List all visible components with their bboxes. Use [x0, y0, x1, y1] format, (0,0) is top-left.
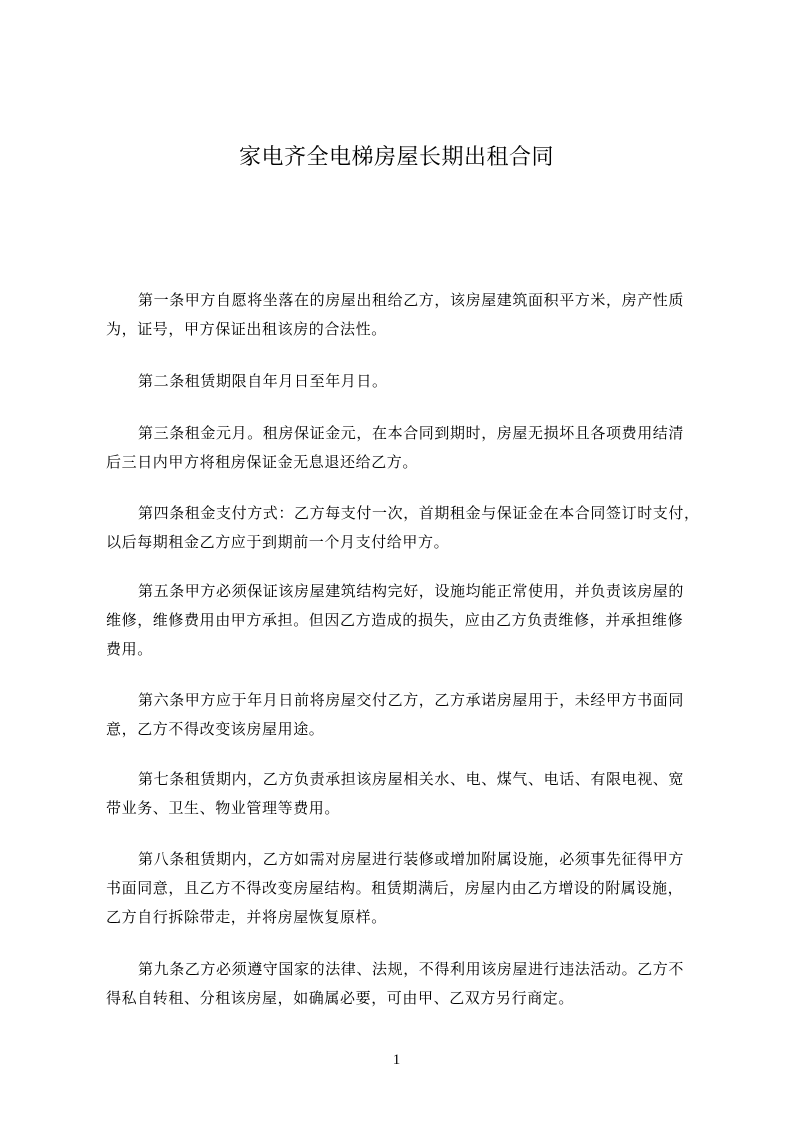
article-line: 书面同意，且乙方不得改变房屋结构。租赁期满后，房屋内由乙方增设的附属设施，	[106, 879, 684, 897]
article-1	[106, 286, 700, 344]
article-line: 第一条甲方自愿将坐落在的房屋出租给乙方，该房屋建筑面积平方米，房产性质	[138, 291, 685, 309]
article-line: 第五条甲方必须保证该房屋建筑结构完好，设施均能正常使用，并负责该房屋的	[138, 582, 685, 600]
article-line: 意，乙方不得改变该房屋用途。	[106, 720, 325, 738]
article-line: 带业务、卫生、物业管理等费用。	[106, 799, 341, 817]
article-9	[106, 955, 700, 1013]
article-4	[106, 499, 700, 557]
article-line: 第七条租赁期内，乙方负责承担该房屋相关水、电、煤气、电话、有限电视、宽	[138, 770, 685, 788]
article-3	[106, 419, 700, 477]
article-line: 第三条租金元月。租房保证金元，在本合同到期时，房屋无损坏且各项费用结清	[138, 424, 685, 442]
article-7	[106, 765, 700, 823]
article-8	[106, 845, 700, 932]
article-line: 乙方自行拆除带走，并将房屋恢复原样。	[106, 908, 387, 926]
article-line: 以后每期租金乙方应于到期前一个月支付给甲方。	[106, 533, 450, 551]
article-line: 得私自转租、分租该房屋，如确属必要，可由甲、乙双方另行商定。	[106, 989, 575, 1007]
article-line: 为，证号，甲方保证出租该房的合法性。	[106, 320, 387, 338]
article-6	[106, 686, 700, 744]
article-line: 第九条乙方必须遵守国家的法律、法规，不得利用该房屋进行违法活动。乙方不	[138, 960, 685, 978]
article-line: 费用。	[106, 640, 153, 658]
article-line: 第八条租赁期内，乙方如需对房屋进行装修或增加附属设施，必须事先征得甲方	[138, 850, 685, 868]
article-line: 维修，维修费用由甲方承担。但因乙方造成的损失，应由乙方负责维修，并承担维修	[106, 611, 684, 629]
article-2	[106, 367, 700, 396]
article-line: 第二条租赁期限自年月日至年月日。	[138, 372, 388, 390]
document-title: 家电齐全电梯房屋长期出租合同	[238, 145, 554, 170]
page-number: 1	[392, 1052, 401, 1068]
article-5	[106, 577, 700, 664]
article-line: 后三日内甲方将租房保证金无息退还给乙方。	[106, 453, 419, 471]
article-line: 第四条租金支付方式：乙方每支付一次，首期租金与保证金在本合同签订时支付，	[138, 504, 700, 522]
article-line: 第六条甲方应于年月日前将房屋交付乙方，乙方承诺房屋用于，未经甲方书面同	[138, 691, 685, 709]
